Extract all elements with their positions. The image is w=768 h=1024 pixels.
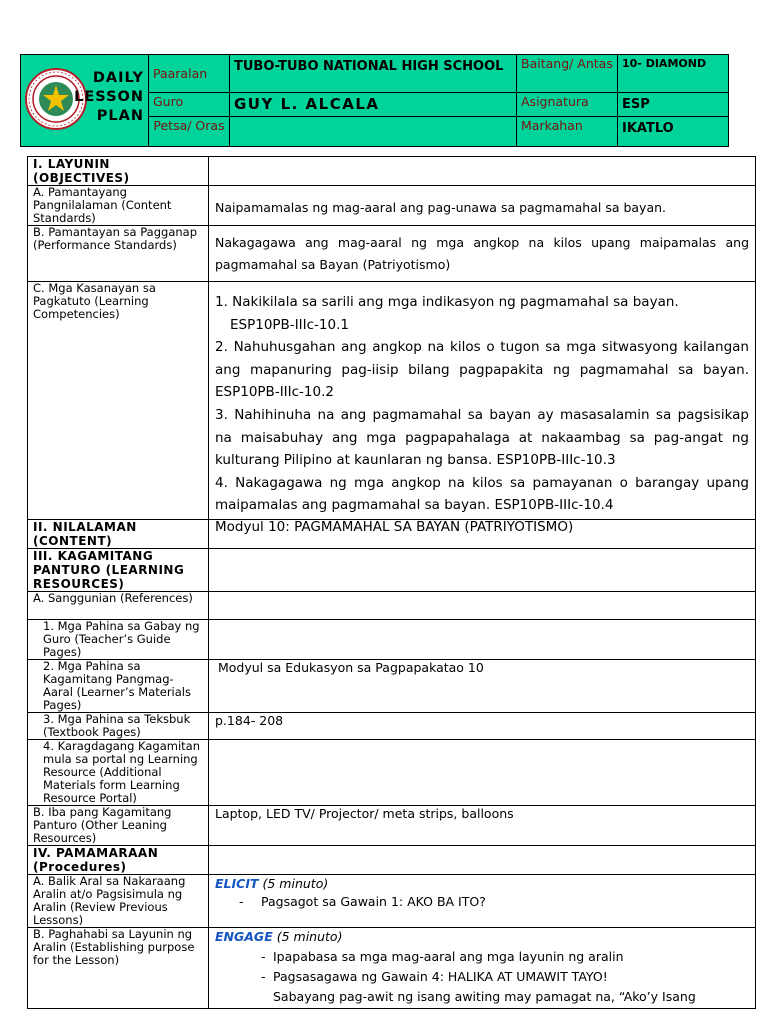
resources-heading: III. KAGAMITANG PANTURO (LEARNING RESOURCES) xyxy=(33,549,185,591)
school-label-cell xyxy=(149,55,230,93)
procedures-heading-cell xyxy=(28,846,209,875)
review-label-cell xyxy=(28,875,209,928)
teacher-value-cell xyxy=(230,93,517,117)
quarter-label-cell xyxy=(517,117,618,147)
procedures-blank-cell xyxy=(209,846,756,875)
quarter-label: Markahan xyxy=(521,118,583,133)
grade-label: Baitang/ Antas xyxy=(521,56,613,71)
references-label: A. Sanggunian (References) xyxy=(33,591,193,605)
date-label: Petsa/ Oras xyxy=(153,118,225,133)
tb-value-cell xyxy=(209,713,756,740)
lm-value: Modyul sa Edukasyon sa Pagpapakatao 10 xyxy=(218,660,484,675)
engage-phase: ENGAGE xyxy=(215,929,273,944)
content-value: Modyul 10: PAGMAMAHAL SA BAYAN (PATRIYOTISMO) xyxy=(215,519,574,535)
competency-item: 4. Nakagagawa ng mga angkop na kilos sa pamayanan o barangay upang maipamalas ang pagmamahal sa bayan. ESP10PB-IIIc-10.4 xyxy=(215,474,749,514)
subject-value-cell xyxy=(618,93,729,117)
content-standards-value-cell xyxy=(209,186,756,226)
content-value-cell xyxy=(209,520,756,549)
purpose-label-cell xyxy=(28,928,209,1009)
teacher-label: Guro xyxy=(153,94,184,109)
lm-value-cell xyxy=(209,660,756,713)
header-logo-cell xyxy=(21,55,149,147)
review-label: A. Balik Aral sa Nakaraang Aralin at/o Pagsisimula ng Aralin (Review Previous Lessons) xyxy=(33,874,186,927)
competency-item: 2. Nahuhusgahan ang angkop na kilos o tugon sa mga sitwasyong kailangan ang mapanuring pag-iisip bilang pagpapakita ng pagmamahal sa bayan. ESP10PB-IIIc-10.2 xyxy=(215,339,749,401)
competency-code: ESP10PB-IIIc-10.1 xyxy=(230,316,349,333)
content-standards-label: A. Pamantayang Pangnilalaman (Content Standards) xyxy=(33,185,172,225)
school-label: Paaralan xyxy=(153,65,208,81)
procedures-heading: IV. PAMAMARAAN (Procedures) xyxy=(33,846,159,874)
subject-label-cell xyxy=(517,93,618,117)
resources-heading-cell xyxy=(28,549,209,592)
performance-standards-label: B. Pamantayan sa Pagganap (Performance Standards) xyxy=(33,225,197,252)
purpose-item: - Pagsasagawa ng Gawain 4: HALIKA AT UMAWIT TAYO! xyxy=(215,967,749,987)
competency-item: 3. Nahihinuha na ang pagmamahal sa bayan ay masasalamin sa pagsisikap na maisabuhay ang mga pagpapahalaga at nakaambag sa pag-angat ng kulturang Pilipino at kaunlaran ng bansa. ESP10PB-IIIc-10.3 xyxy=(215,406,749,469)
purpose-label: B. Paghahabi sa Layunin ng Aralin (Establishing purpose for the Lesson) xyxy=(33,927,195,967)
competencies-value-cell xyxy=(209,282,756,520)
tg-value-cell xyxy=(209,620,756,660)
purpose-continuation: Sabayang pag-awit ng isang awiting may pamagat na, “Ako’y Isang xyxy=(273,989,696,1004)
lr-label-cell xyxy=(28,740,209,806)
other-resources-value-cell xyxy=(209,806,756,846)
quarter-value-cell xyxy=(618,117,729,147)
school-value-cell xyxy=(230,55,517,93)
lr-value-cell xyxy=(209,740,756,806)
elicit-phase: ELICIT xyxy=(215,876,259,891)
content-heading: II. NILALAMAN (CONTENT) xyxy=(33,520,137,548)
date-value-cell xyxy=(230,117,517,147)
purpose-value-cell xyxy=(209,928,756,1009)
subject-label: Asignatura xyxy=(521,94,589,109)
school-value: TUBO-TUBO NATIONAL HIGH SCHOOL xyxy=(234,59,504,74)
other-resources-label-cell xyxy=(28,806,209,846)
lm-label-cell xyxy=(28,660,209,713)
references-label-cell xyxy=(28,592,209,620)
content-heading-cell xyxy=(28,520,209,549)
content-standards-label-cell xyxy=(28,186,209,226)
subject-value: ESP xyxy=(622,97,650,112)
tg-label-cell xyxy=(28,620,209,660)
header-table xyxy=(20,54,729,147)
teacher-label-cell xyxy=(149,93,230,117)
other-resources-label: B. Iba pang Kagamitang Panturo (Other Leaning Resources) xyxy=(33,805,172,845)
competencies-label: C. Mga Kasanayan sa Pagkatuto (Learning Competencies) xyxy=(33,281,156,321)
tg-label: 1. Mga Pahina sa Gabay ng Guro (Teacher’s Guide Pages) xyxy=(43,619,200,659)
tb-value: p.184- 208 xyxy=(215,713,284,728)
daily-lesson-plan-title: DAILY LESSON PLAN xyxy=(74,70,144,124)
grade-label-cell xyxy=(517,55,618,93)
objectives-heading: I. LAYUNIN (OBJECTIVES) xyxy=(33,157,130,185)
grade-value-cell xyxy=(618,55,729,93)
lesson-plan-table xyxy=(27,156,756,1009)
performance-standards-label-cell xyxy=(28,226,209,282)
date-label-cell xyxy=(149,117,230,147)
other-resources-value: Laptop, LED TV/ Projector/ meta strips, balloons xyxy=(215,806,514,821)
review-item: - Pagsagot sa Gawain 1: AKO BA ITO? xyxy=(215,892,749,912)
purpose-item: - Ipapabasa sa mga mag-aaral ang mga layunin ng aralin xyxy=(215,947,749,967)
tb-label-cell xyxy=(28,713,209,740)
competency-item: 1. Nakikilala sa sarili ang mga indikasyon ng pagmamahal sa bayan. xyxy=(215,294,679,310)
review-value-cell xyxy=(209,875,756,928)
content-standards-value: Naipamamalas ng mag-aaral ang pag-unawa sa pagmamahal sa bayan. xyxy=(215,200,667,215)
competencies-label-cell xyxy=(28,282,209,520)
lr-label: 4. Karagdagang Kagamitan mula sa portal ng Learning Resource (Additional Materials form Learning Resource Portal) xyxy=(43,739,201,805)
performance-standards-value: Nakagagawa ang mag-aaral ng mga angkop na kilos upang maipamalas ang pagmamahal sa Bayan (Patriyotismo) xyxy=(215,235,749,272)
elicit-duration: (5 minuto) xyxy=(262,876,329,891)
references-blank-cell xyxy=(209,592,756,620)
lm-label: 2. Mga Pahina sa Kagamitang Pangmag-Aaral (Learner’s Materials Pages) xyxy=(43,659,191,712)
objectives-blank-cell xyxy=(209,157,756,186)
grade-value: 10- DIAMOND xyxy=(622,57,707,70)
performance-standards-value-cell xyxy=(209,226,756,282)
quarter-value: IKATLO xyxy=(622,121,674,136)
tb-label: 3. Mga Pahina sa Teksbuk (Textbook Pages) xyxy=(43,712,191,739)
engage-duration: (5 minuto) xyxy=(276,929,343,944)
resources-blank-cell xyxy=(209,549,756,592)
teacher-value: GUY L. ALCALA xyxy=(234,95,380,113)
objectives-heading-cell xyxy=(28,157,209,186)
